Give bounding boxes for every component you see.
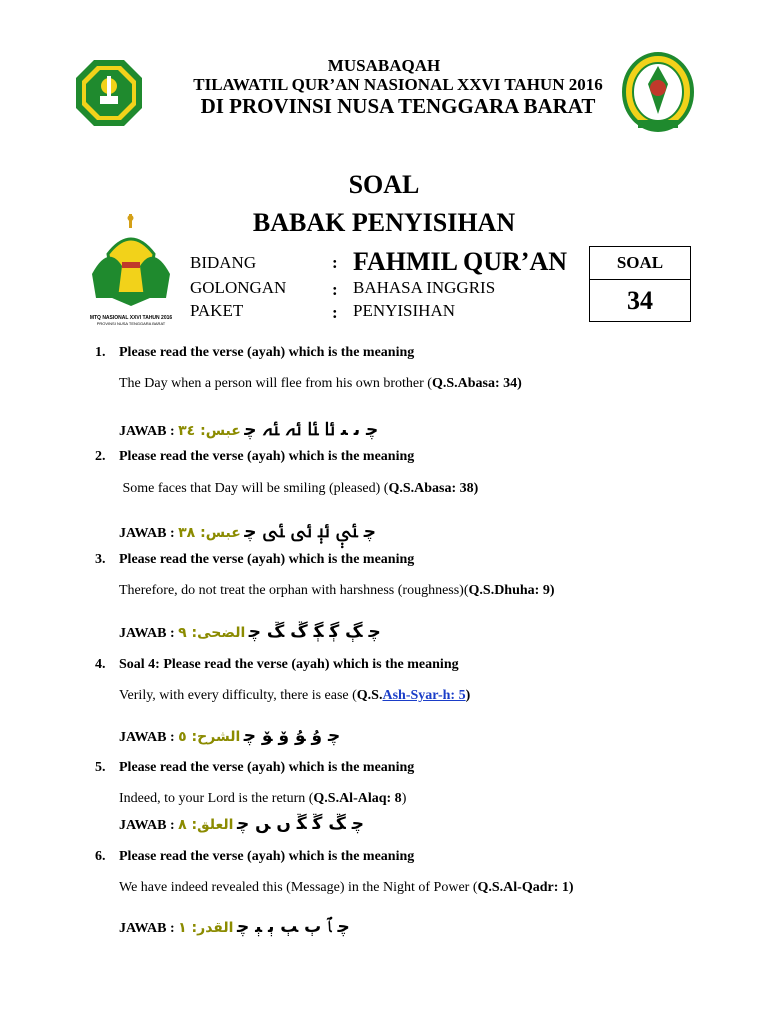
field-label-paket: PAKET — [190, 301, 244, 320]
jawab-label: JAWAB : — [119, 626, 175, 641]
jawab-label: JAWAB : — [119, 526, 175, 541]
answer-line — [119, 726, 340, 746]
arabic-verse: ﭼ ﯨ ﯩ ﯪ ﯫ ﯬ ﯭ ﭼ — [244, 420, 379, 440]
surah-reference: القدر: ١ — [178, 920, 234, 936]
question-number: 5. — [95, 760, 106, 775]
page-subtitle: BABAK PENYISIHAN — [252, 208, 516, 237]
question-number: 6. — [95, 849, 106, 864]
question-prompt: Please read the verse (ayah) which is the meaning — [119, 552, 415, 567]
jawab-label: JAWAB : — [119, 730, 175, 745]
jawab-label: JAWAB : — [119, 921, 175, 936]
question-prompt: Please read the verse (ayah) which is the meaning — [119, 449, 415, 464]
question-number: 1. — [95, 345, 106, 360]
question-meaning: Verily, with every difficulty, there is ease (Q.S.Ash-Syar-h: 5) — [119, 688, 471, 703]
field-colon: : — [332, 253, 338, 272]
arabic-verse: ﭼ ﯗ ﯘ ﯙ ﯚ ﭼ — [243, 726, 341, 746]
field-value-bidang: FAHMIL QUR’AN — [353, 247, 568, 276]
question-prompt: Please read the verse (ayah) which is the meaning — [119, 760, 415, 775]
question-meaning: We have indeed revealed this (Message) in the Night of Power (Q.S.Al-Qadr: 1) — [119, 880, 574, 895]
question-prompt: Please read the verse (ayah) which is the meaning — [119, 345, 415, 360]
jawab-label: JAWAB : — [119, 424, 175, 439]
question-meaning: Therefore, do not treat the orphan with harshness (roughness)(Q.S.Dhuha: 9) — [119, 583, 555, 598]
question-meaning: The Day when a person will flee from his own brother (Q.S.Abasa: 34) — [119, 376, 522, 391]
question-meaning: Some faces that Day will be smiling (pleased) (Q.S.Abasa: 38) — [119, 481, 479, 496]
field-value-paket: PENYISIHAN — [353, 301, 455, 320]
answer-line — [119, 814, 364, 834]
soal-number-box — [589, 246, 691, 322]
question-prompt: Soal 4: Please read the verse (ayah) which is the meaning — [119, 657, 459, 672]
answer-line — [119, 516, 376, 548]
jawab-label: JAWAB : — [119, 818, 175, 833]
surah-reference: عبس: ٣٤ — [178, 423, 241, 439]
header-line-2: TILAWATIL QUR’AN NASIONAL XXVI TAHUN 2016 — [193, 75, 603, 94]
surah-link[interactable]: Ash-Syar-h: 5 — [382, 688, 466, 703]
question-number: 3. — [95, 552, 106, 567]
field-label-golongan: GOLONGAN — [190, 278, 287, 297]
header-line-1: MUSABAQAH — [327, 56, 441, 75]
question-number: 4. — [95, 657, 106, 672]
arabic-verse: ﭼ ﭑ ﭒ ﭓ ﭔ ﭕ ﭼ — [236, 917, 350, 937]
surah-reference: الضحى: ٩ — [178, 625, 246, 641]
surah-reference: الشرح: ٥ — [178, 729, 241, 745]
question-meaning: Indeed, to your Lord is the return (Q.S.Al-Alaq: 8) — [119, 791, 407, 806]
answer-line — [119, 622, 381, 642]
question-prompt: Please read the verse (ayah) which is the meaning — [119, 849, 415, 864]
question-number: 2. — [95, 449, 106, 464]
surah-reference: العلق: ٨ — [178, 817, 234, 833]
field-colon: : — [332, 280, 338, 299]
field-value-golongan: BAHASA INGGRIS — [353, 278, 496, 297]
arabic-verse: ﭼ ﮛ ﮜ ﮝ ﮞ ﮟ ﭼ — [236, 814, 364, 834]
page-title: SOAL — [348, 170, 420, 199]
field-label-bidang: BIDANG — [190, 253, 257, 272]
answer-line — [119, 414, 378, 446]
field-colon: : — [332, 303, 338, 322]
mtq-logo-caption-1: MTQ NASIONAL XXVI TAHUN 2016 — [89, 315, 173, 321]
soal-box-number: 34 — [627, 286, 653, 315]
answer-line — [119, 917, 350, 937]
mtq-logo — [88, 214, 174, 324]
arabic-verse: ﭼ ﯷ ﯸ ﯹ ﯺ ﭼ — [244, 522, 377, 542]
mtq-logo-caption-2: PROVINSI NUSA TENGGARA BARAT — [96, 321, 166, 326]
surah-reference: عبس: ٣٨ — [178, 525, 241, 541]
soal-box-label: SOAL — [590, 247, 690, 280]
arabic-verse: ﭼ ﮗ ﮘ ﮙ ﮚ ﮛ ﭼ — [248, 622, 381, 642]
header-line-3: DI PROVINSI NUSA TENGGARA BARAT — [200, 94, 596, 118]
